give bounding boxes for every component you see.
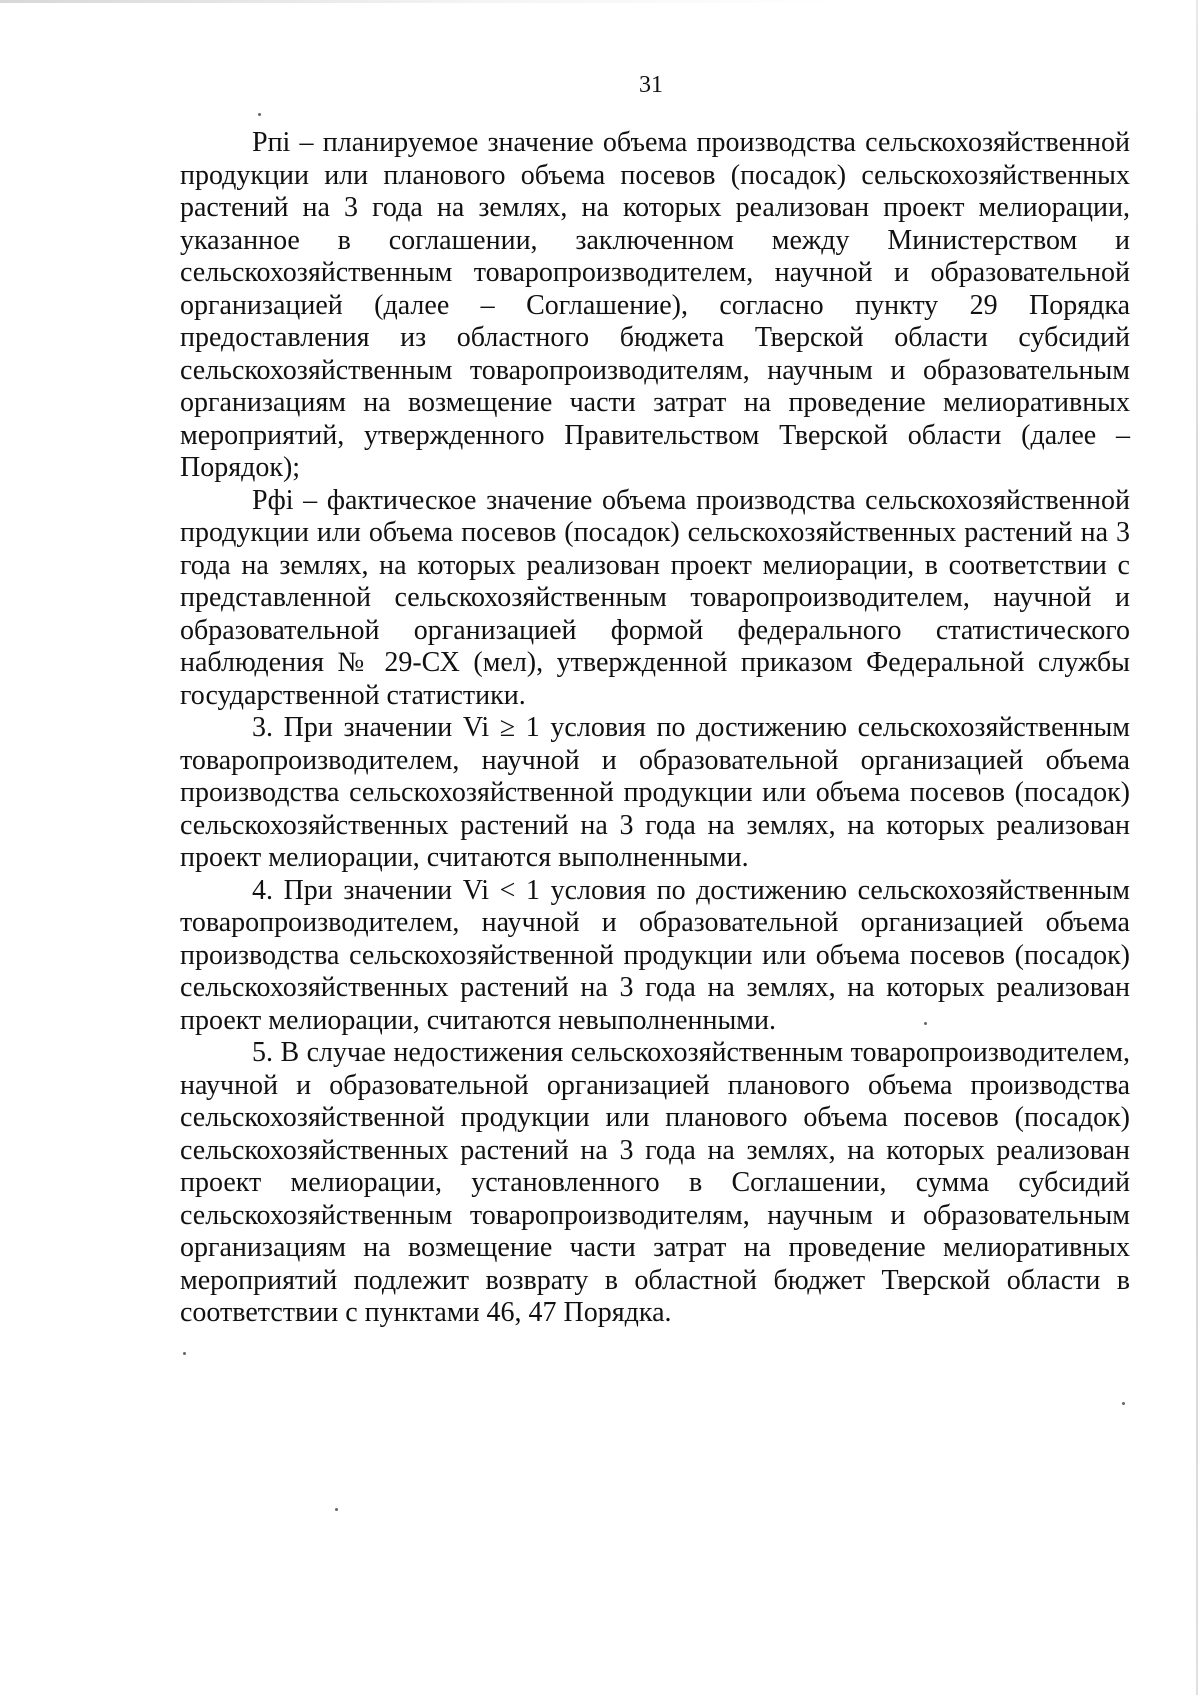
scan-speck: [1122, 1402, 1125, 1405]
scan-speck: [258, 113, 261, 116]
page-number: 31: [639, 72, 663, 98]
scan-speck: [183, 1352, 186, 1355]
paragraph-rpi-definition: Pпi – планируемое значение объема производства сельскохозяйственной продукции или планового объема посевов (посадок) сельскохозяйственных растений на 3 года на землях, на которых реализован проект мелиорации, указанное в соглашении, заключенном между Министерством и сельскохозяйственным товаропроизводителем, научной и образовательной организацией (далее – Соглашение), согласно пункту 29 Порядка предоставления из областного бюджета Тверской области субсидий сельскохозяйственным товаропроизводителям, научным и образовательным организациям на возмещение части затрат на проведение мелиоративных мероприятий, утвержденного Правительством Тверской области (далее – Порядок);: [180, 127, 1130, 483]
scan-speck: [335, 1508, 338, 1511]
scan-edge-right: [1196, 0, 1198, 1695]
body-text: [180, 127, 1130, 1330]
paragraph-rfi-definition: Pфi – фактическое значение объема производства сельскохозяйственной продукции или объема посевов (посадок) сельскохозяйственных растений на 3 года на землях, на которых реализован проект мелиорации, в соответствии с представленной сельскохозяйственным товаропроизводителем, научной и образовательной организацией формой федерального статистического наблюдения № 29-СХ (мел), утвержденной приказом Федеральной службы государственной статистики.: [180, 484, 1130, 711]
scan-edge-top: [0, 0, 1200, 3]
paragraph-item-5: 5. В случае недостижения сельскохозяйственным товаропроизводителем, научной и образовательной организацией планового объема производства сельскохозяйственной продукции или планового объема посевов (посадок) сельскохозяйственных растений на 3 года на землях, на которых реализован проект мелиорации, установленного в Соглашении, сумма субсидий сельскохозяйственным товаропроизводителям, научным и образовательным организациям на возмещение части затрат на проведение мелиоративных мероприятий подлежит возврату в областной бюджет Тверской области в соответствии с пунктами 46, 47 Порядка.: [180, 1037, 1130, 1328]
paragraph-item-4: 4. При значении Vi < 1 условия по достижению сельскохозяйственным товаропроизводителем, научной и образовательной организацией объема производства сельскохозяйственной продукции или объема посевов (посадок) сельскохозяйственных растений на 3 года на землях, на которых реализован проект мелиорации, считаются невыполненными.: [180, 874, 1130, 1036]
scan-speck: [924, 1022, 927, 1025]
paragraph-item-3: 3. При значении Vi ≥ 1 условия по достижению сельскохозяйственным товаропроизводителем, научной и образовательной организацией объема производства сельскохозяйственной продукции или объема посевов (посадок) сельскохозяйственных растений на 3 года на землях, на которых реализован проект мелиорации, считаются выполненными.: [180, 712, 1130, 873]
